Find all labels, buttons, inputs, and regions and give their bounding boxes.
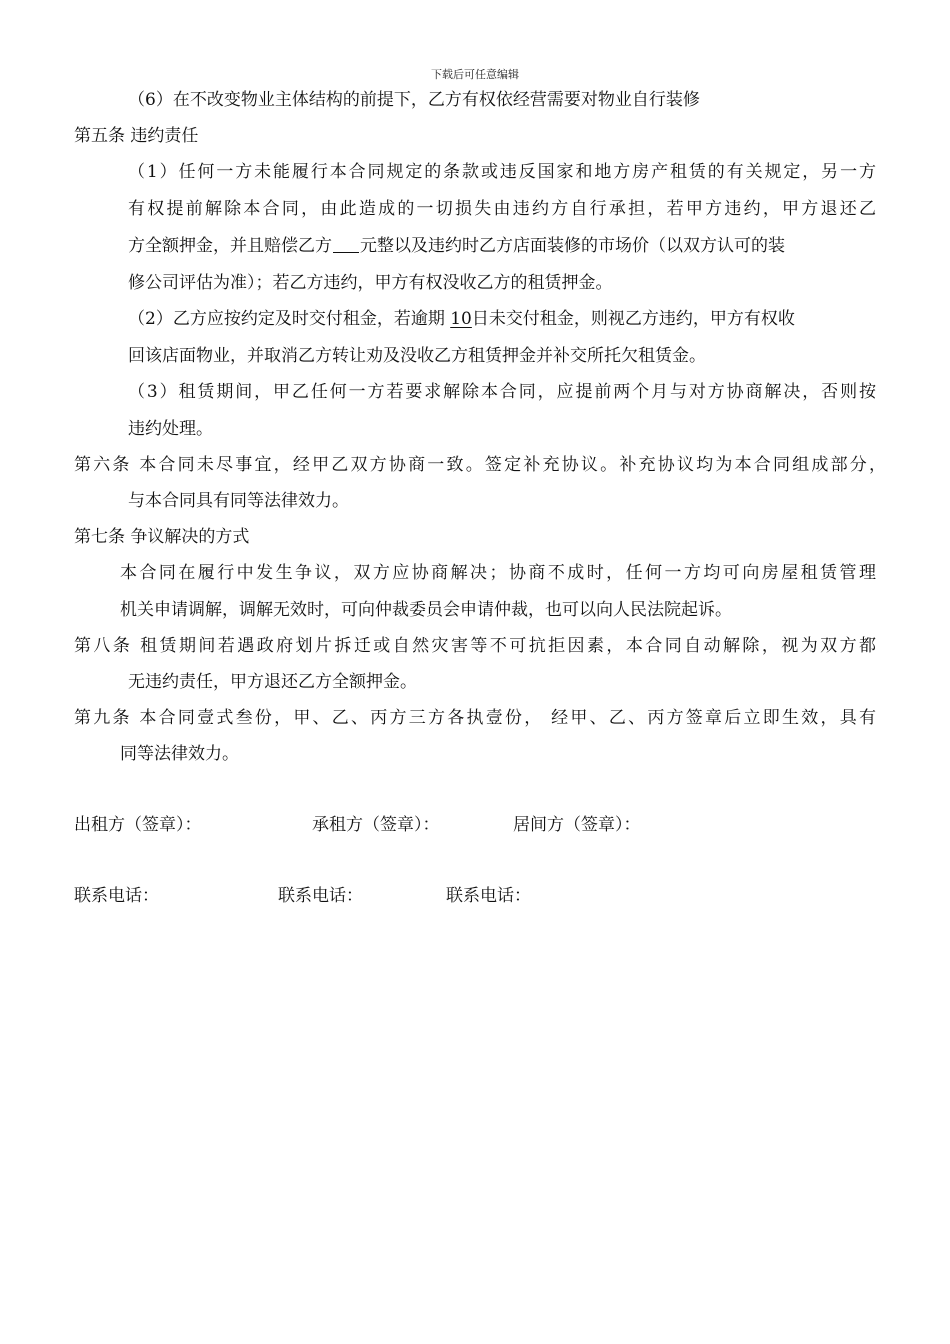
lessee-signature-label: 承租方（签章）： xyxy=(312,815,440,835)
article-7-heading: 第七条 争议解决的方式 xyxy=(74,527,250,547)
lessor-phone-label: 联系电话： xyxy=(74,886,159,906)
article-5-heading: 第五条 违约责任 xyxy=(74,126,199,146)
agent-phone-label: 联系电话： xyxy=(446,886,531,906)
article-6-line-2: 与本合同具有同等法律效力。 xyxy=(128,491,349,511)
clause-4-item-6: （6）在不改变物业主体结构的前提下，乙方有权依经营需要对物业自行装修 xyxy=(128,90,700,110)
clause-5-item-1-line-3-part-a: 方全额押金，并且赔偿乙方 xyxy=(128,236,332,256)
overdue-days-value: 10 xyxy=(450,309,472,329)
clause-5-item-1-line-4: 修公司评估为准）；若乙方违约，甲方有权没收乙方的租赁押金。 xyxy=(128,273,613,293)
header-note: 下载后可任意编辑 xyxy=(431,68,519,81)
clause-5-item-1-line-3-part-b: 元整以及违约时乙方店面装修的市场价（以双方认可的装 xyxy=(360,236,785,256)
article-8-line-2: 无违约责任，甲方退还乙方全额押金。 xyxy=(128,672,417,692)
lessor-signature-label: 出租方（签章）： xyxy=(74,815,202,835)
clause-5-item-1-line-2: 有权提前解除本合同，由此造成的一切损失由违约方自行承担，若甲方违约，甲方退还乙 xyxy=(128,199,876,219)
article-7-line-1: 本合同在履行中发生争议，双方应协商解决；协商不成时，任何一方均可向房屋租赁管理 xyxy=(120,563,876,583)
clause-5-item-2-part-a: （2）乙方应按约定及时交付租金，若逾期 xyxy=(128,309,451,329)
article-8-line-1: 第八条 租赁期间若遇政府划片拆迁或自然灾害等不可抗拒因素，本合同自动解除，视为双方都 xyxy=(74,636,876,656)
article-6-line-1: 第六条 本合同未尽事宜，经甲乙双方协商一致。签定补充协议。补充协议均为本合同组成部分， xyxy=(74,455,886,475)
article-9-line-2: 同等法律效力。 xyxy=(120,744,239,764)
clause-5-item-2-line-1 xyxy=(128,307,795,331)
lessee-phone-label: 联系电话： xyxy=(278,886,363,906)
clause-5-item-1-line-3 xyxy=(128,234,876,258)
clause-5-item-3-line-2: 违约处理。 xyxy=(128,419,213,439)
article-9-line-1: 第九条 本合同壹式叁份，甲、乙、丙方三方各执壹份， 经甲、乙、丙方签章后立即生效，具有 xyxy=(74,708,876,728)
amount-blank xyxy=(333,236,359,253)
clause-5-item-2-part-c: 日未交付租金，则视乙方违约，甲方有权收 xyxy=(471,309,795,329)
clause-5-item-2-line-2: 回该店面物业，并取消乙方转让劝及没收乙方租赁押金并补交所托欠租赁金。 xyxy=(128,346,706,366)
article-7-line-2: 机关申请调解，调解无效时，可向仲裁委员会申请仲裁，也可以向人民法院起诉。 xyxy=(120,600,732,620)
agent-signature-label: 居间方（签章）： xyxy=(513,815,641,835)
clause-5-item-3-line-1: （3）租赁期间，甲乙任何一方若要求解除本合同，应提前两个月与对方协商解决，否则按 xyxy=(128,382,876,402)
clause-5-item-1-line-1: （1）任何一方未能履行本合同规定的条款或违反国家和地方房产租赁的有关规定，另一方 xyxy=(128,162,876,182)
